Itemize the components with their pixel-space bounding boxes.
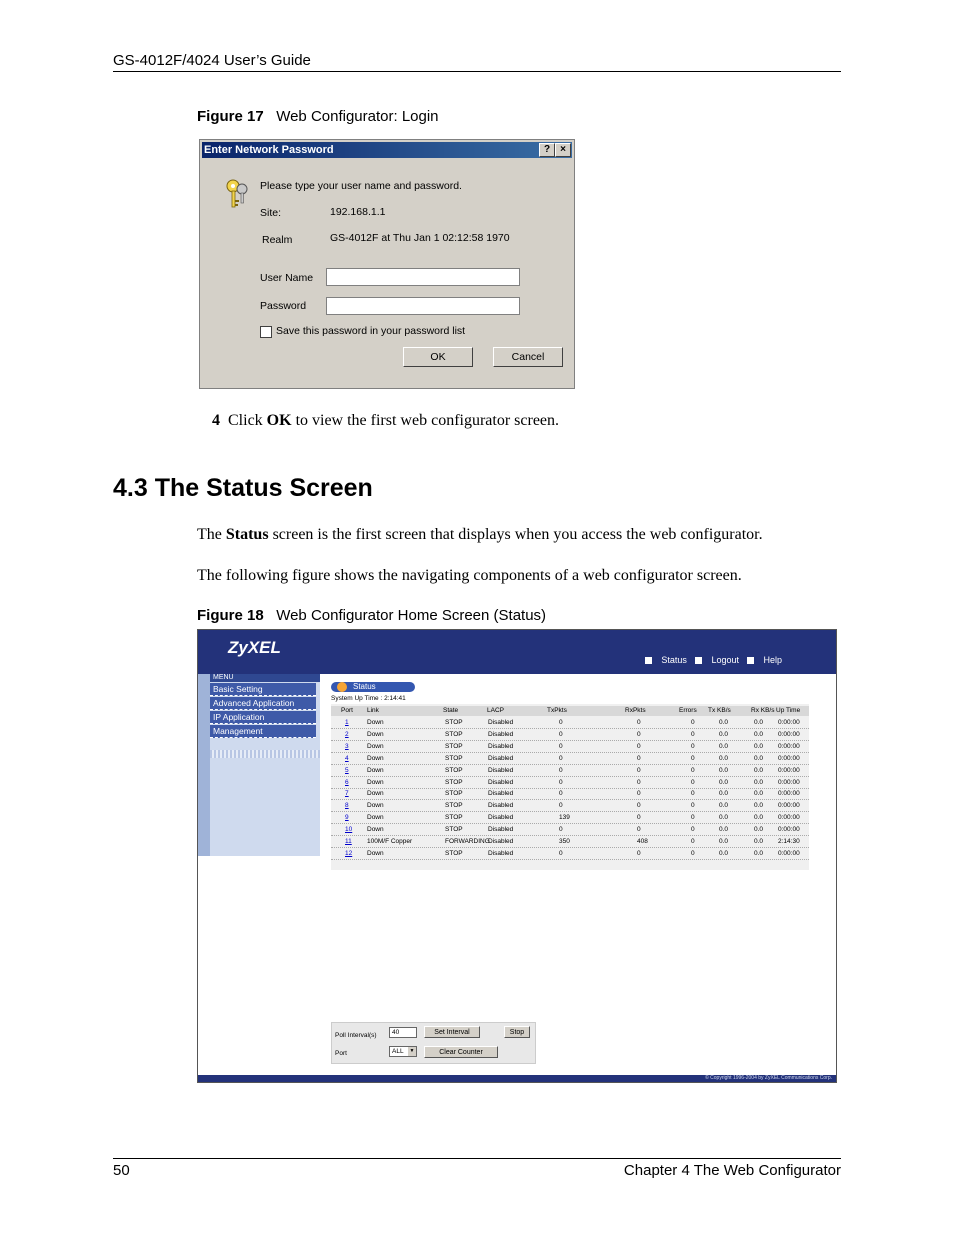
- poll-interval-input[interactable]: 40: [389, 1027, 417, 1038]
- row-divider: [331, 728, 809, 729]
- table-cell: 0: [637, 730, 641, 738]
- table-cell: 0: [637, 719, 641, 726]
- top-banner: [198, 630, 836, 674]
- table-cell: Down: [367, 826, 384, 834]
- figure17-caption-text: Web Configurator: Login: [276, 108, 439, 125]
- zyxel-logo: ZyXEL: [228, 638, 281, 657]
- table-cell: 0:00:00: [778, 754, 800, 762]
- keys-icon: [224, 178, 250, 210]
- port-link[interactable]: 9: [345, 814, 349, 822]
- cancel-button[interactable]: Cancel: [493, 347, 563, 367]
- table-cell: 0:00:00: [778, 730, 800, 738]
- port-link[interactable]: 1: [345, 719, 349, 726]
- table-cell: 0.0: [719, 814, 729, 822]
- table-cell: Down: [367, 742, 384, 750]
- table-cell: 0.0: [719, 790, 729, 798]
- chapter-title: Chapter 4 The Web Configurator: [623, 1162, 841, 1179]
- nav-logout[interactable]: [695, 655, 739, 665]
- figure17-caption: [197, 108, 439, 125]
- table-cell: 0.0: [719, 719, 729, 726]
- user-name-label: User Name: [260, 272, 314, 284]
- port-link[interactable]: 7: [345, 790, 349, 798]
- table-cell: 0: [637, 790, 641, 798]
- table-cell: 0.0: [754, 730, 764, 738]
- table-cell: 0: [559, 849, 563, 857]
- password-input[interactable]: [326, 297, 520, 315]
- table-cell: 0.0: [719, 766, 729, 774]
- system-uptime: System Up Time : 2:14:41: [331, 695, 406, 702]
- menu-advanced-application[interactable]: Advanced Application: [210, 697, 316, 710]
- table-cell: 0:00:00: [778, 742, 800, 750]
- table-cell: Down: [367, 849, 384, 857]
- table-cell: 0: [637, 766, 641, 774]
- help-icon: [747, 657, 754, 664]
- table-cell: STOP: [445, 778, 463, 786]
- port-label: Port: [335, 1050, 347, 1057]
- port-link[interactable]: 6: [345, 778, 349, 786]
- port-link[interactable]: 5: [345, 766, 349, 774]
- figure17-label: Figure 17: [197, 108, 264, 125]
- ok-button[interactable]: OK: [403, 347, 473, 367]
- table-cell: 0.0: [754, 849, 764, 857]
- table-cell: Disabled: [488, 730, 514, 738]
- table-cell: 0: [559, 790, 563, 798]
- table-cell: 0: [637, 814, 641, 822]
- table-cell: 0.0: [719, 730, 729, 738]
- login-dialog: [199, 139, 575, 389]
- table-cell: 0.0: [754, 766, 764, 774]
- nav-status[interactable]: [645, 655, 687, 665]
- nav-help-label: Help: [763, 655, 782, 665]
- table-cell: 350: [559, 838, 570, 845]
- table-cell: 0:00:00: [778, 849, 800, 857]
- table-cell: 0.0: [754, 778, 764, 786]
- menu-header: MENU: [210, 674, 320, 682]
- paragraph-2: The following figure shows the navigating components of a web configurator screen.: [197, 567, 742, 584]
- table-cell: Disabled: [488, 814, 514, 822]
- p1-pre: The: [197, 526, 226, 543]
- table-cell: 0:00:00: [778, 814, 800, 822]
- table-cell: STOP: [445, 766, 463, 774]
- table-cell: 0: [691, 766, 695, 774]
- figure18-caption-text: Web Configurator Home Screen (Status): [276, 607, 547, 624]
- status-ball-icon: [337, 682, 347, 692]
- status-icon: [645, 657, 652, 664]
- control-panel: [331, 1022, 536, 1064]
- site-label: Site:: [260, 207, 282, 219]
- table-cell: 0: [691, 778, 695, 786]
- dialog-title-bar: [202, 142, 572, 158]
- step-text-bold: OK: [266, 412, 292, 429]
- column-header: Rx KB/s: [751, 707, 775, 714]
- top-nav: [639, 655, 782, 665]
- row-divider: [331, 847, 809, 848]
- table-cell: 0.0: [719, 742, 729, 750]
- row-divider: [331, 859, 809, 860]
- column-header: Tx KB/s: [708, 707, 731, 714]
- table-cell: 0: [637, 742, 641, 750]
- table-cell: Down: [367, 790, 384, 798]
- p1-post: screen is the first screen that displays when you access the web configurator.: [268, 526, 763, 543]
- table-cell: 0: [691, 838, 695, 845]
- column-header: State: [443, 707, 459, 714]
- table-cell: 2:14:30: [778, 838, 800, 845]
- port-select-value: ALL: [392, 1048, 404, 1055]
- table-cell: 0:00:00: [778, 719, 800, 726]
- row-divider: [331, 799, 809, 800]
- row-divider: [331, 776, 809, 777]
- realm-label: Realm: [262, 234, 293, 246]
- row-divider: [331, 823, 809, 824]
- table-cell: 0: [559, 742, 563, 750]
- table-cell: 0.0: [719, 826, 729, 834]
- running-header: GS-4012F/4024 User’s Guide: [113, 52, 311, 69]
- password-label: Password: [260, 300, 307, 312]
- table-cell: 0: [559, 730, 563, 738]
- table-cell: 0: [691, 790, 695, 798]
- step-number: 4: [212, 412, 220, 429]
- save-password-label: Save this password in your password list: [276, 325, 466, 337]
- table-cell: Down: [367, 730, 384, 738]
- table-cell: 0.0: [719, 754, 729, 762]
- table-header: [331, 706, 809, 716]
- port-link[interactable]: 8: [345, 802, 349, 810]
- table-cell: Disabled: [488, 754, 514, 762]
- table-cell: STOP: [445, 849, 463, 857]
- row-divider: [331, 752, 809, 753]
- table-cell: Down: [367, 814, 384, 822]
- table-cell: Disabled: [488, 802, 514, 810]
- table-cell: STOP: [445, 754, 463, 762]
- status-title: Status: [331, 682, 415, 692]
- table-cell: 0: [637, 754, 641, 762]
- table-cell: 0: [691, 742, 695, 750]
- menu-divider: [210, 750, 320, 758]
- step-text-post: to view the first web configurator screen.: [291, 412, 560, 429]
- table-cell: 0.0: [754, 826, 764, 834]
- port-status-table: [331, 704, 809, 870]
- column-header: RxPkts: [625, 707, 646, 714]
- table-cell: 408: [637, 838, 648, 845]
- site-value: 192.168.1.1: [330, 206, 386, 218]
- row-divider: [331, 788, 809, 789]
- port-select[interactable]: [389, 1046, 417, 1057]
- table-cell: 0.0: [754, 790, 764, 798]
- table-cell: Disabled: [488, 826, 514, 834]
- table-cell: 0: [637, 849, 641, 857]
- column-header: TxPkts: [547, 707, 567, 714]
- table-cell: 139: [559, 814, 570, 822]
- save-password-checkbox[interactable]: [260, 326, 272, 338]
- table-cell: 0:00:00: [778, 790, 800, 798]
- table-cell: Disabled: [488, 838, 514, 845]
- table-cell: Disabled: [488, 719, 514, 726]
- table-cell: Down: [367, 766, 384, 774]
- table-cell: 0: [559, 826, 563, 834]
- table-cell: 0.0: [719, 802, 729, 810]
- table-cell: 0: [691, 754, 695, 762]
- table-cell: Down: [367, 719, 384, 726]
- header-rule: [113, 71, 841, 72]
- table-cell: 0.0: [754, 814, 764, 822]
- table-cell: 0: [637, 778, 641, 786]
- help-button[interactable]: ?: [539, 143, 555, 157]
- chevron-down-icon: ▼: [409, 1048, 415, 1054]
- table-cell: 0: [559, 802, 563, 810]
- table-cell: 100M/F Copper: [367, 838, 413, 845]
- step-4: [212, 412, 559, 430]
- table-cell: 0.0: [754, 838, 764, 845]
- table-cell: 0: [691, 802, 695, 810]
- table-cell: STOP: [445, 742, 463, 750]
- table-cell: 0:00:00: [778, 766, 800, 774]
- table-cell: STOP: [445, 814, 463, 822]
- port-link[interactable]: 2: [345, 730, 349, 738]
- section-heading: 4.3 The Status Screen: [113, 474, 373, 502]
- table-cell: 0.0: [754, 719, 764, 726]
- p1-bold: Status: [225, 526, 269, 543]
- footer-rule: [113, 1158, 841, 1159]
- table-cell: 0.0: [754, 742, 764, 750]
- table-cell: 0.0: [719, 778, 729, 786]
- copyright-bar: © Copyright 1996-2004 by ZyXEL Communications Corp.: [198, 1075, 836, 1082]
- side-menu: [210, 674, 320, 856]
- table-cell: 0:00:00: [778, 826, 800, 834]
- port-link[interactable]: 12: [345, 849, 353, 857]
- figure18-caption: [197, 607, 546, 624]
- row-divider: [331, 835, 809, 836]
- close-button[interactable]: ×: [555, 143, 571, 157]
- figure18-label: Figure 18: [197, 607, 264, 624]
- column-header: Errors: [679, 707, 697, 714]
- menu-ip-application[interactable]: IP Application: [210, 711, 316, 724]
- table-cell: STOP: [445, 826, 463, 834]
- poll-interval-label: Poll Interval(s): [335, 1032, 377, 1039]
- nav-help[interactable]: [747, 655, 782, 665]
- table-cell: 0: [559, 754, 563, 762]
- row-divider: [331, 740, 809, 741]
- table-cell: 0.0: [754, 754, 764, 762]
- table-cell: STOP: [445, 730, 463, 738]
- nav-status-label: Status: [661, 655, 687, 665]
- table-cell: Disabled: [488, 778, 514, 786]
- table-cell: Disabled: [488, 849, 514, 857]
- table-cell: 0.0: [719, 849, 729, 857]
- login-prompt: Please type your user name and password.: [260, 180, 462, 192]
- set-interval-button[interactable]: Set Interval: [424, 1026, 480, 1038]
- table-cell: 0: [637, 802, 641, 810]
- table-cell: 0: [691, 826, 695, 834]
- nav-logout-label: Logout: [711, 655, 739, 665]
- web-configurator-screenshot: [197, 629, 837, 1083]
- table-cell: 0:00:00: [778, 778, 800, 786]
- paragraph-1: [197, 526, 763, 544]
- stop-button[interactable]: Stop: [504, 1026, 530, 1038]
- column-header: Port: [341, 707, 353, 714]
- table-cell: 0: [559, 719, 563, 726]
- step-text-pre: Click: [228, 412, 267, 429]
- table-cell: FORWARDING: [445, 838, 490, 845]
- user-name-input[interactable]: [326, 268, 520, 286]
- table-cell: 0: [637, 826, 641, 834]
- menu-basic-setting[interactable]: Basic Setting: [210, 683, 316, 696]
- dialog-title: Enter Network Password: [204, 144, 334, 156]
- side-strip: [198, 674, 210, 856]
- page-number: 50: [113, 1162, 130, 1179]
- table-cell: Down: [367, 802, 384, 810]
- table-cell: Disabled: [488, 742, 514, 750]
- table-cell: 0: [691, 814, 695, 822]
- table-cell: 0: [559, 766, 563, 774]
- port-link[interactable]: 10: [345, 826, 353, 834]
- column-header: Link: [367, 707, 379, 714]
- column-header: Up Time: [776, 707, 801, 714]
- port-link[interactable]: 3: [345, 742, 349, 750]
- realm-value: GS-4012F at Thu Jan 1 02:12:58 1970: [330, 232, 510, 244]
- table-cell: Down: [367, 778, 384, 786]
- table-cell: 0: [691, 849, 695, 857]
- menu-management[interactable]: Management: [210, 725, 316, 738]
- column-header: LACP: [487, 707, 504, 714]
- row-divider: [331, 764, 809, 765]
- table-cell: STOP: [445, 802, 463, 810]
- table-cell: 0: [691, 730, 695, 738]
- table-cell: Disabled: [488, 766, 514, 774]
- table-cell: Disabled: [488, 790, 514, 798]
- table-cell: 0: [559, 778, 563, 786]
- port-link[interactable]: 4: [345, 754, 349, 762]
- table-cell: Down: [367, 754, 384, 762]
- table-cell: 0: [691, 719, 695, 726]
- table-cell: 0.0: [754, 802, 764, 810]
- table-cell: STOP: [445, 719, 463, 726]
- table-cell: 0.0: [719, 838, 729, 845]
- row-divider: [331, 811, 809, 812]
- port-link[interactable]: 11: [345, 838, 352, 845]
- table-cell: 0:00:00: [778, 802, 800, 810]
- logout-icon: [695, 657, 702, 664]
- table-cell: STOP: [445, 790, 463, 798]
- clear-counter-button[interactable]: Clear Counter: [424, 1046, 498, 1058]
